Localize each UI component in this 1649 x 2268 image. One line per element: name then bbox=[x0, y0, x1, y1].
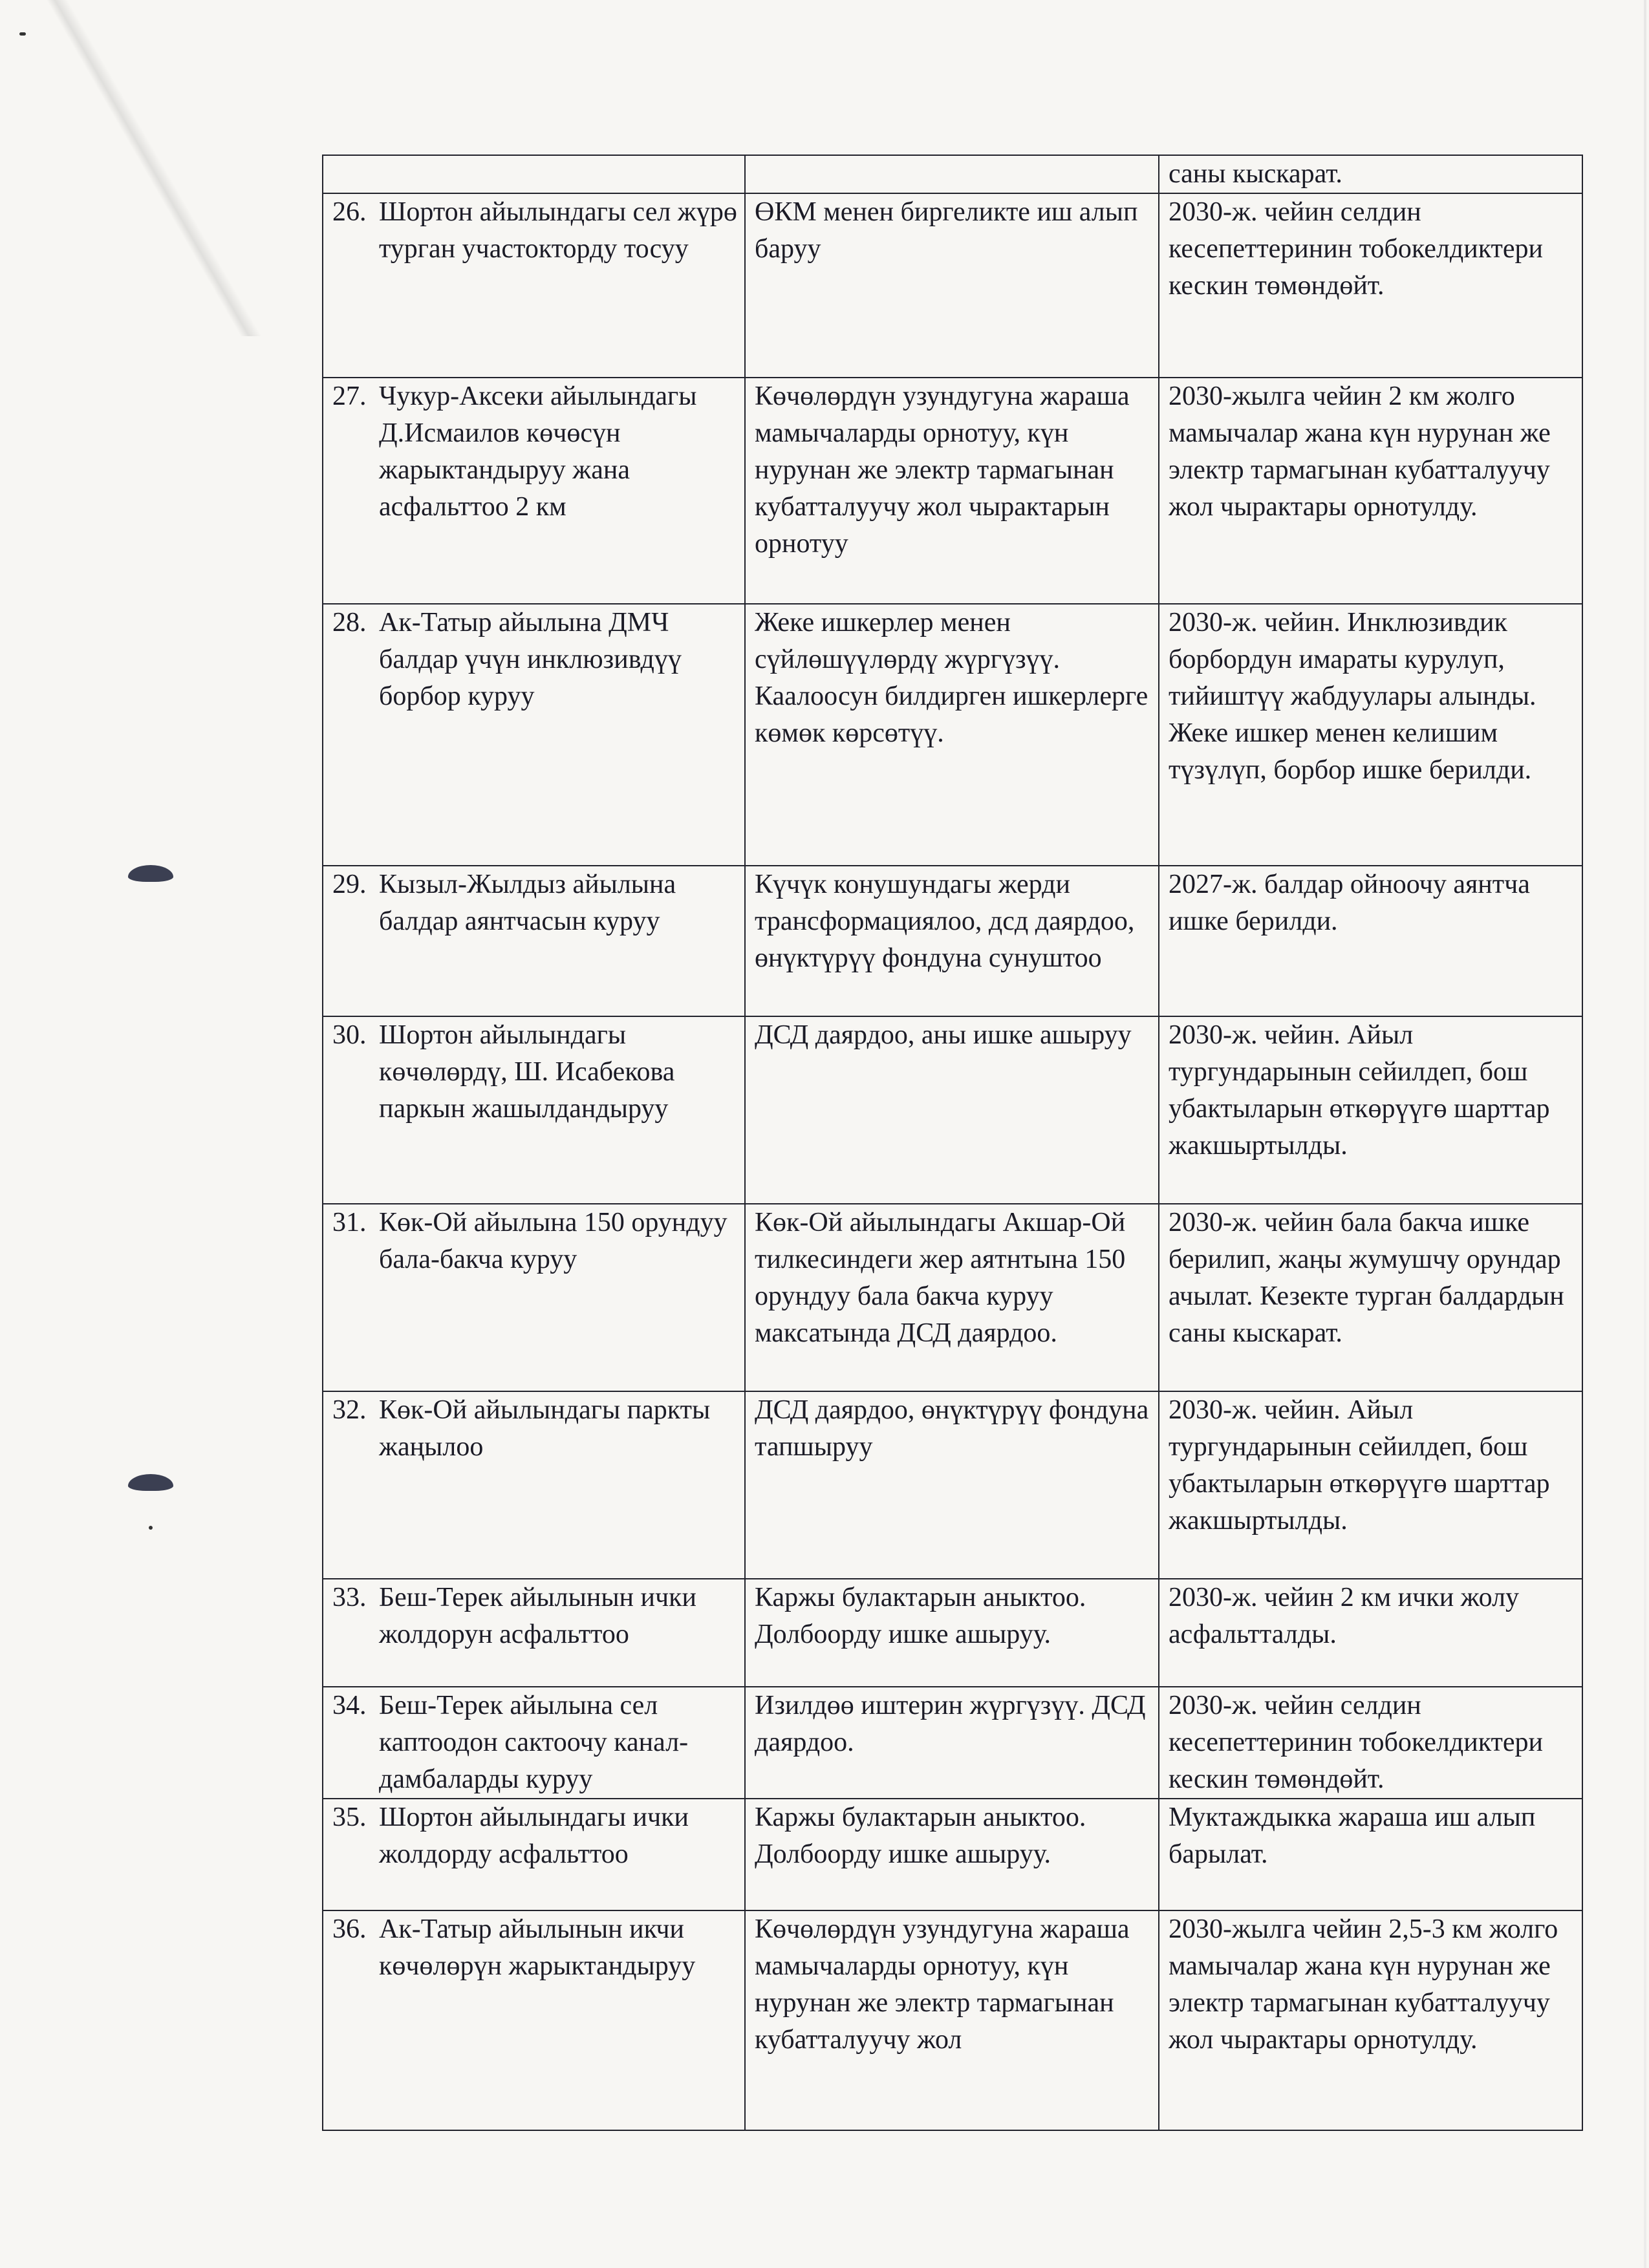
task-text: Кызыл-Жылдыз айылына балдар аянтчасын куруу bbox=[379, 870, 676, 936]
result-text: 2030-ж. чейин 2 км ички жолу асфальтталды. bbox=[1169, 1583, 1520, 1649]
action-text: ДСД даярдоо, аны ишке ашыруу bbox=[755, 1020, 1132, 1050]
action-text: Көчөлөрдүн узундугуна жараша мамычаларды орнотуу, күн нурунан же электр тармагынан кубатталуучу жол чырактарын орнотуу bbox=[755, 381, 1130, 559]
result-cell bbox=[1159, 155, 1582, 193]
task-wrap bbox=[332, 1911, 744, 1985]
result-cell bbox=[1159, 1799, 1582, 1910]
task-text: Көк-Ой айылына 150 орундуу бала-бакча куруу bbox=[379, 1208, 727, 1274]
task-text: Чукур-Аксеки айылындагы Д.Исмаилов көчөсүн жарыктандыруу жана асфальттоо 2 км bbox=[379, 381, 697, 522]
page-edge bbox=[1644, 0, 1646, 2268]
punch-hole bbox=[128, 1474, 173, 1491]
task-cell bbox=[323, 1579, 745, 1687]
task-text: Көк-Ой айылындагы паркты жаңылоо bbox=[379, 1395, 711, 1462]
action-cell bbox=[745, 1016, 1159, 1204]
task-cell bbox=[323, 866, 745, 1016]
result-cell bbox=[1159, 1391, 1582, 1579]
task-cell bbox=[323, 155, 745, 193]
task-cell bbox=[323, 378, 745, 604]
task-text: Беш-Терек айылынын ички жолдорун асфальттоо bbox=[379, 1583, 696, 1649]
action-text: Изилдөө иштерин жүргүзүү. ДСД даярдоо. bbox=[755, 1691, 1146, 1757]
result-text: Муктаждыкка жараша иш алып барылат. bbox=[1169, 1803, 1536, 1869]
action-cell bbox=[745, 1799, 1159, 1910]
result-text: 2030-ж. чейин селдин кесепеттеринин тобокелдиктери кескин төмөндөйт. bbox=[1169, 1691, 1544, 1794]
result-cell bbox=[1159, 1910, 1582, 2130]
task-wrap bbox=[332, 194, 744, 268]
task-number: 32. bbox=[332, 1395, 367, 1425]
task-text: Шортон айылындагы сел жүрө турган участокторду тосуу bbox=[379, 197, 737, 264]
result-text: 2030-жылга чейин 2 км жолго мамычалар жана күн нурунан же электр тармагынан кубатталуучу жол чырактары орнотулду. bbox=[1169, 381, 1551, 522]
result-text: саны кыскарат. bbox=[1169, 159, 1342, 189]
action-text: Көчөлөрдүн узундугуна жараша мамычаларды орнотуу, күн нурунан же электр тармагынан кубатталуучу жол bbox=[755, 1914, 1130, 2055]
action-cell bbox=[745, 1204, 1159, 1391]
task-text: Шортон айылындагы ички жолдорду асфальттоо bbox=[379, 1803, 689, 1869]
task-wrap bbox=[332, 1017, 744, 1128]
action-cell bbox=[745, 1910, 1159, 2130]
result-cell bbox=[1159, 866, 1582, 1016]
table-row bbox=[323, 1687, 1582, 1799]
task-cell bbox=[323, 604, 745, 866]
paper-fold-shadow bbox=[39, 0, 265, 336]
task-number: 35. bbox=[332, 1803, 367, 1832]
punch-hole bbox=[128, 865, 173, 882]
task-text: Ак-Татыр айылына ДМЧ балдар үчүн инклюзивдүү борбор куруу bbox=[379, 608, 682, 711]
result-text: 2030-ж. чейин. Айыл тургундарынын сейилдеп, бош убактыларын өткөрүүгө шарттар жакшыртылды. bbox=[1169, 1395, 1550, 1535]
task-wrap bbox=[332, 1799, 744, 1873]
result-cell bbox=[1159, 1016, 1582, 1204]
action-text: Күчүк конушундагы жерди трансформациялоо, дсд даярдоо, өнүктүрүү фондуна сунуштоо bbox=[755, 870, 1135, 973]
result-cell bbox=[1159, 378, 1582, 604]
table-row bbox=[323, 155, 1582, 193]
task-cell bbox=[323, 1016, 745, 1204]
task-number: 36. bbox=[332, 1914, 367, 1944]
task-cell bbox=[323, 1910, 745, 2130]
table-row bbox=[323, 193, 1582, 378]
table-row bbox=[323, 866, 1582, 1016]
task-number: 31. bbox=[332, 1208, 367, 1237]
task-cell bbox=[323, 1687, 745, 1799]
task-wrap bbox=[332, 378, 744, 526]
action-cell bbox=[745, 378, 1159, 604]
action-text: Каржы булактарын аныктоо. Долбоорду ишке ашыруу. bbox=[755, 1583, 1086, 1649]
table-row bbox=[323, 1391, 1582, 1579]
action-cell bbox=[745, 604, 1159, 866]
task-text: Шортон айылындагы көчөлөрдү, Ш. Исабекова паркын жашылдандыруу bbox=[379, 1020, 675, 1124]
task-cell bbox=[323, 193, 745, 378]
action-text: ӨКМ менен биргеликте иш алып баруу bbox=[755, 197, 1138, 264]
table-row bbox=[323, 1016, 1582, 1204]
table-row bbox=[323, 1204, 1582, 1391]
result-cell bbox=[1159, 193, 1582, 378]
table-row bbox=[323, 604, 1582, 866]
table-row bbox=[323, 1579, 1582, 1687]
table-row bbox=[323, 1910, 1582, 2130]
task-wrap bbox=[332, 1579, 744, 1653]
result-text: 2030-ж. чейин селдин кесепеттеринин тобокелдиктери кескин төмөндөйт. bbox=[1169, 197, 1544, 301]
action-cell bbox=[745, 1579, 1159, 1687]
task-wrap bbox=[332, 604, 744, 715]
result-text: 2030-жылга чейин 2,5-3 км жолго мамычалар жана күн нурунан же электр тармагынан кубатталуучу жол чырактары орнотулду. bbox=[1169, 1914, 1558, 2055]
scan-speck bbox=[19, 32, 26, 36]
task-number: 26. bbox=[332, 197, 367, 227]
action-text: Каржы булактарын аныктоо. Долбоорду ишке ашыруу. bbox=[755, 1803, 1086, 1869]
action-cell bbox=[745, 155, 1159, 193]
plan-table-body bbox=[323, 155, 1582, 2130]
action-text: ДСД даярдоо, өнүктүрүү фондуна тапшыруу bbox=[755, 1395, 1149, 1462]
action-cell bbox=[745, 1391, 1159, 1579]
task-text: Ак-Татыр айылынын икчи көчөлөрүн жарыктандыруу bbox=[379, 1914, 696, 1981]
result-text: 2030-ж. чейин. Инклюзивдик борбордун имараты курулуп, тийиштүү жабдуулары алынды. Жеке ишкер менен келишим түзүлүп, борбор ишке берилди. bbox=[1169, 608, 1536, 785]
task-wrap bbox=[332, 1687, 744, 1798]
scan-speck bbox=[149, 1526, 153, 1530]
task-number: 27. bbox=[332, 381, 367, 411]
result-cell bbox=[1159, 1579, 1582, 1687]
task-text: Беш-Терек айылына сел каптоодон сактоочу канал-дамбаларды куруу bbox=[379, 1691, 689, 1794]
action-cell bbox=[745, 1687, 1159, 1799]
result-text: 2030-ж. чейин. Айыл тургундарынын сейилдеп, бош убактыларын өткөрүүгө шарттар жакшыртылды. bbox=[1169, 1020, 1550, 1161]
plan-table bbox=[322, 155, 1583, 2131]
task-number: 30. bbox=[332, 1020, 367, 1050]
action-cell bbox=[745, 193, 1159, 378]
result-cell bbox=[1159, 1687, 1582, 1799]
task-cell bbox=[323, 1204, 745, 1391]
table-row bbox=[323, 1799, 1582, 1910]
result-text: 2030-ж. чейин бала бакча ишке берилип, жаңы жумушчу орундар ачылат. Кезекте турган балдардын саны кыскарат. bbox=[1169, 1208, 1564, 1348]
task-number: 28. bbox=[332, 608, 367, 637]
task-cell bbox=[323, 1799, 745, 1910]
task-number: 29. bbox=[332, 870, 367, 899]
task-wrap bbox=[332, 866, 744, 940]
task-wrap bbox=[332, 1392, 744, 1466]
action-text: Жеке ишкерлер менен сүйлөшүүлөрдү жүргүзүү. Каалоосун билдирген ишкерлерге көмөк көрсөтүү. bbox=[755, 608, 1148, 748]
task-number: 34. bbox=[332, 1691, 367, 1720]
task-cell bbox=[323, 1391, 745, 1579]
table-row bbox=[323, 378, 1582, 604]
result-text: 2027-ж. балдар ойноочу аянтча ишке берилди. bbox=[1169, 870, 1530, 936]
task-wrap bbox=[332, 1204, 744, 1278]
action-text: Көк-Ой айылындагы Акшар-Ой тилкесиндеги жер аятнтына 150 орундуу бала бакча куруу максатында ДСД даярдоо. bbox=[755, 1208, 1126, 1348]
action-cell bbox=[745, 866, 1159, 1016]
result-cell bbox=[1159, 1204, 1582, 1391]
task-number: 33. bbox=[332, 1583, 367, 1612]
result-cell bbox=[1159, 604, 1582, 866]
